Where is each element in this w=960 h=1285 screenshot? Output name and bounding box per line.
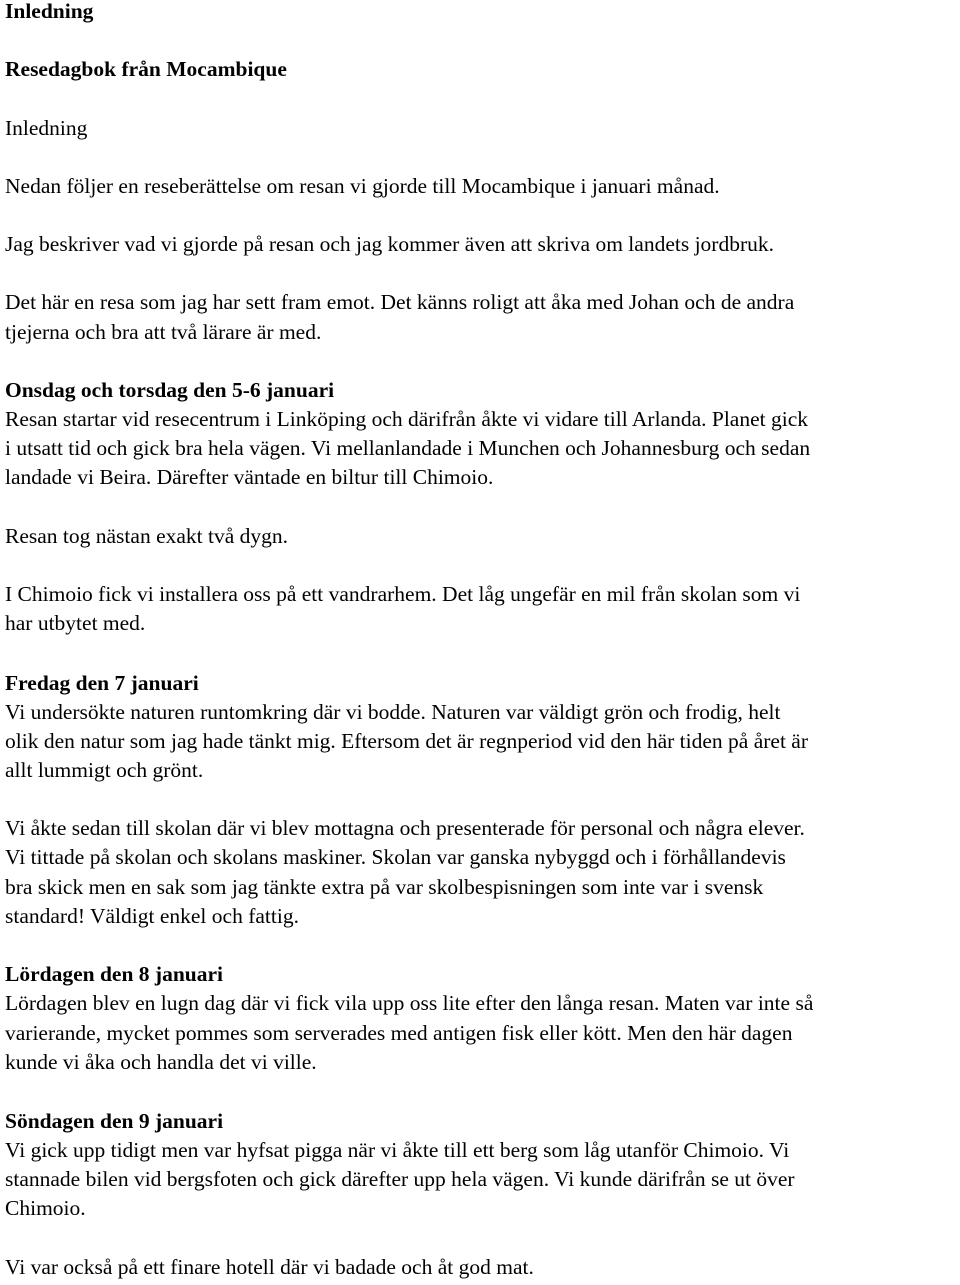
section-heading: Fredag den 7 januari <box>5 671 199 695</box>
paragraph-line: bra skick men en sak som jag tänkte extra på var skolbespisningen som inte var i svensk <box>5 875 764 899</box>
paragraph-line: allt lummigt och grönt. <box>5 758 204 782</box>
section-heading: Söndagen den 9 januari <box>5 1109 224 1133</box>
paragraph-line: Vi tittade på skolan och skolans maskiner. Skolan var ganska nybyggd och i förhållandevis <box>5 845 786 869</box>
paragraph-line: Chimoio. <box>5 1196 86 1220</box>
document-heading: Resedagbok från Mocambique <box>5 57 287 81</box>
paragraph-line: Resan startar vid resecentrum i Linköping och därifrån åkte vi vidare till Arlanda. Planet gick <box>5 407 809 431</box>
intro-paragraph-3-line: tjejerna och bra att två lärare är med. <box>5 320 322 344</box>
document-title: Inledning <box>5 0 94 23</box>
paragraph-line: har utbytet med. <box>5 611 146 635</box>
paragraph-line: stannade bilen vid bergsfoten och gick därefter upp hela vägen. Vi kunde därifrån se ut över <box>5 1167 795 1191</box>
paragraph-line: standard! Väldigt enkel och fattig. <box>5 904 299 928</box>
paragraph-line: Vi var också på ett finare hotell där vi badade och åt god mat. <box>5 1255 534 1279</box>
section-heading: Onsdag och torsdag den 5-6 januari <box>5 378 335 402</box>
paragraph-line: I Chimoio fick vi installera oss på ett vandrarhem. Det låg ungefär en mil från skolan som vi <box>5 582 801 606</box>
paragraph-line: i utsatt tid och gick bra hela vägen. Vi mellanlandade i Munchen och Johannesburg och sedan <box>5 436 811 460</box>
paragraph-line: olik den natur som jag hade tänkt mig. Eftersom det är regnperiod vid den här tiden på året är <box>5 729 808 753</box>
paragraph-line: Vi åkte sedan till skolan där vi blev mottagna och presenterade för personal och några elever. <box>5 816 805 840</box>
intro-label: Inledning <box>5 116 88 140</box>
paragraph-line: Resan tog nästan exakt två dygn. <box>5 524 289 548</box>
intro-paragraph-3-line: Det här en resa som jag har sett fram emot. Det känns roligt att åka med Johan och de andra <box>5 290 795 314</box>
paragraph-line: Lördagen blev en lugn dag där vi fick vila upp oss lite efter den långa resan. Maten var inte så <box>5 991 814 1015</box>
intro-paragraph-1: Nedan följer en reseberättelse om resan vi gjorde till Mocambique i januari månad. <box>5 174 720 198</box>
section-heading: Lördagen den 8 januari <box>5 962 224 986</box>
paragraph-line: Vi gick upp tidigt men var hyfsat pigga när vi åkte till ett berg som låg utanför Chimoio. Vi <box>5 1138 790 1162</box>
paragraph-line: kunde vi åka och handla det vi ville. <box>5 1050 317 1074</box>
intro-paragraph-2: Jag beskriver vad vi gjorde på resan och jag kommer även att skriva om landets jordbruk. <box>5 232 774 256</box>
paragraph-line: varierande, mycket pommes som serverades med antigen fisk eller kött. Men den här dagen <box>5 1021 793 1045</box>
paragraph-line: landade vi Beira. Därefter väntade en biltur till Chimoio. <box>5 465 494 489</box>
paragraph-line: Vi undersökte naturen runtomkring där vi bodde. Naturen var väldigt grön och frodig, helt <box>5 700 781 724</box>
